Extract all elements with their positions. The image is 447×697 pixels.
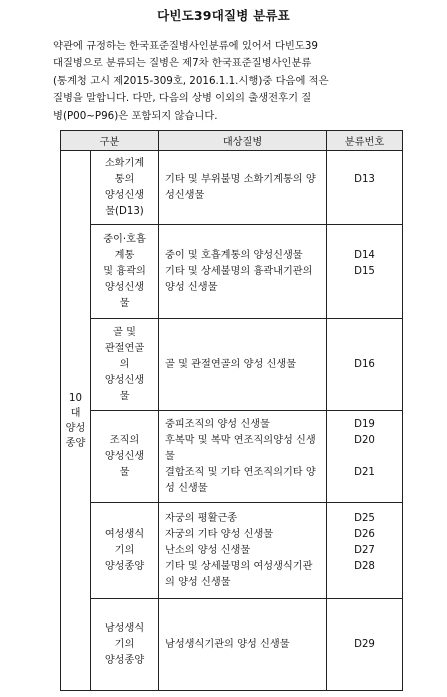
code-cell xyxy=(327,319,403,411)
subcategory-line: 물 xyxy=(119,297,130,309)
subcategory-cell xyxy=(91,151,159,225)
subcategory-cell xyxy=(91,411,159,503)
subcategory-line: 중이·호흡 xyxy=(103,233,146,245)
code-value: D28 xyxy=(354,560,375,572)
intro-line: (통계청 고시 제2015-309호, 2016.1.1.시행)중 다음에 적은 xyxy=(53,74,329,87)
group-label xyxy=(61,151,91,691)
disease-cell xyxy=(159,599,327,691)
intro-paragraph xyxy=(53,38,405,125)
subcategory-line: 의 xyxy=(119,358,130,370)
disease-name: 난소의 양성 신생물 xyxy=(165,544,251,556)
group-label-line: 양성 xyxy=(65,422,86,434)
disease-name: 중이 및 호흡계통의 양성신생물 xyxy=(165,249,303,261)
subcategory-line: 관절연골 xyxy=(104,342,145,354)
table-row xyxy=(61,225,403,319)
subcategory-line: 기의 xyxy=(114,544,135,556)
intro-line: 질병을 말합니다. 다만, 다음의 상병 이외의 출생전후기 질 xyxy=(53,92,312,105)
disease-cell xyxy=(159,319,327,411)
subcategory-line: 남성생식 xyxy=(104,622,145,634)
code-value: D29 xyxy=(354,638,375,650)
code-cell xyxy=(327,151,403,225)
subcategory-line: 양성종양 xyxy=(104,654,145,666)
subcategory-line: 기의 xyxy=(114,638,135,650)
disease-name: 남성생식기관의 양성 신생물 xyxy=(165,638,290,650)
subcategory-line: 물 xyxy=(119,390,130,402)
code-value: D27 xyxy=(354,544,375,556)
subcategory-cell xyxy=(91,225,159,319)
group-label-line: 종양 xyxy=(65,437,86,449)
subcategory-line: 양성종양 xyxy=(104,560,145,572)
disease-name: 후복막 및 복막 연조직의양성 신생물 xyxy=(165,434,316,462)
table-row xyxy=(61,599,403,691)
header-code: 분류번호 xyxy=(327,131,403,151)
code-cell xyxy=(327,411,403,503)
subcategory-line: 골 및 xyxy=(113,326,136,338)
subcategory-line: 여성생식 xyxy=(104,528,145,540)
code-cell xyxy=(327,225,403,319)
subcategory-line: 양성신생 xyxy=(104,189,145,201)
subcategory-cell xyxy=(91,503,159,599)
subcategory-line: 양성신생 xyxy=(104,281,145,293)
subcategory-line: 양성신생 xyxy=(104,450,145,462)
code-value: D15 xyxy=(354,265,375,277)
code-value: D19 xyxy=(354,418,375,430)
disease-cell xyxy=(159,225,327,319)
code-cell xyxy=(327,503,403,599)
subcategory-line: 및 흉곽의 xyxy=(103,265,146,277)
disease-name: 결합조직 및 기타 연조직의기타 양성 신생물 xyxy=(165,466,316,494)
code-value: D26 xyxy=(354,528,375,540)
subcategory-line: 소화기계 xyxy=(104,157,145,169)
classification-table xyxy=(60,130,403,691)
code-cell xyxy=(327,599,403,691)
disease-name: 기타 및 부위불명 소화기계통의 양성신생물 xyxy=(165,173,316,201)
disease-cell xyxy=(159,411,327,503)
header-disease: 대상질병 xyxy=(159,131,327,151)
code-value: D14 xyxy=(354,249,375,261)
disease-cell xyxy=(159,151,327,225)
subcategory-cell xyxy=(91,319,159,411)
table-row xyxy=(61,319,403,411)
intro-line: 약관에 규정하는 한국표준질병사인분류에 있어서 다빈도39 xyxy=(53,40,318,52)
code-value: D20 xyxy=(354,434,375,446)
intro-line: 병(P00~P96)은 포함되지 않습니다. xyxy=(53,109,218,122)
subcategory-line: 양성신생 xyxy=(104,374,145,386)
header-category: 구분 xyxy=(61,131,159,151)
code-value: D21 xyxy=(354,466,375,478)
subcategory-line: 물(D13) xyxy=(105,205,144,217)
code-value: D16 xyxy=(354,358,375,370)
subcategory-cell xyxy=(91,599,159,691)
code-value: D13 xyxy=(354,173,375,185)
disease-cell xyxy=(159,503,327,599)
table-row xyxy=(61,151,403,225)
subcategory-line: 조직의 xyxy=(109,434,140,446)
code-value: D25 xyxy=(354,512,375,524)
group-label-line: 10 xyxy=(69,392,82,404)
disease-name: 중피조직의 양성 신생물 xyxy=(165,418,270,430)
group-label-line: 대 xyxy=(70,407,81,419)
subcategory-line: 계통 xyxy=(114,249,135,261)
disease-name: 기타 및 상세불명의 흉곽내기관의 양성 신생물 xyxy=(165,265,313,293)
table-row xyxy=(61,503,403,599)
disease-name: 골 및 관절연골의 양성 신생물 xyxy=(165,358,297,370)
intro-line: 대질병으로 분류되는 질병은 제7차 한국표준질병사인분류 xyxy=(53,57,312,70)
disease-name: 자궁의 기타 양성 신생물 xyxy=(165,528,274,540)
disease-name: 기타 및 상세불명의 여성생식기관의 양성 신생물 xyxy=(165,560,313,588)
disease-name: 자궁의 평활근종 xyxy=(165,512,238,524)
document-title: 다빈도39대질병 분류표 xyxy=(157,8,290,23)
subcategory-line: 통의 xyxy=(114,173,135,185)
table-header-row xyxy=(61,131,403,151)
table-row xyxy=(61,411,403,503)
subcategory-line: 물 xyxy=(119,466,130,478)
